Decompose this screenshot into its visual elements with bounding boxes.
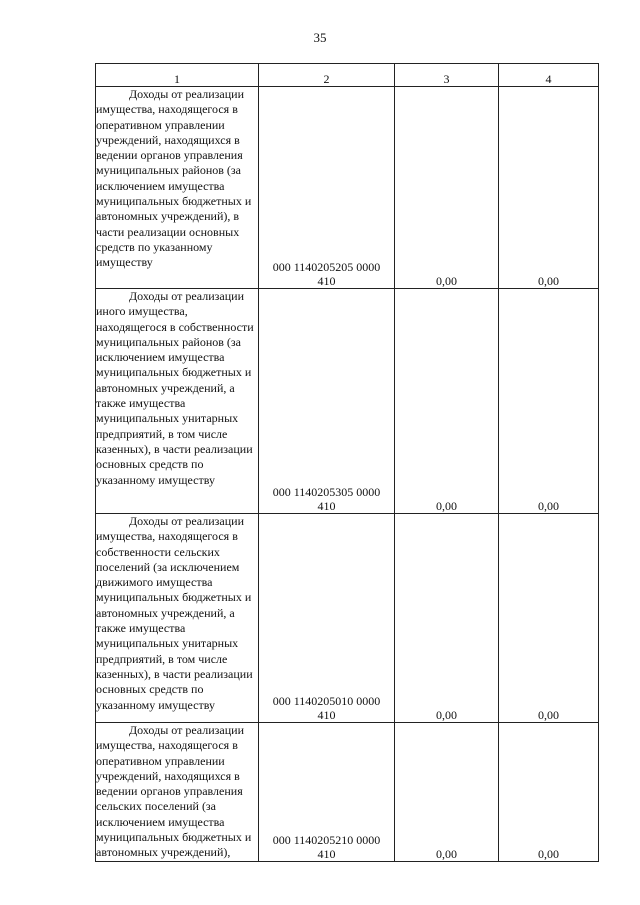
- row-amount-col4: 0,00: [499, 289, 599, 514]
- row-description: Доходы от реализации имущества, находящегося в собственности сельских поселений (за исключением движимого имущества муниципальных бюджетных и автономных учреждений, а также имущества муниципальных унитарных предприятий, в том числе казенных), в части реализации основных средств по указанному имуществу: [96, 514, 259, 723]
- row-amount-col3: 0,00: [395, 514, 499, 723]
- table-row: [96, 87, 599, 289]
- row-amount-col4: 0,00: [499, 723, 599, 862]
- row-code: [259, 514, 395, 723]
- row-description: Доходы от реализации имущества, находящегося в оперативном управлении учреждений, находящихся в ведении органов управления муниципальных районов (за исключением имущества муниципальных бюджетных и автономных учреждений), в части реализации основных средств по указанному имуществу: [96, 87, 259, 289]
- row-code-line-1: 000 1140205305 0000: [272, 485, 381, 499]
- column-header-4: 4: [499, 64, 599, 87]
- page-number: 35: [313, 30, 327, 45]
- column-header-2: 2: [259, 64, 395, 87]
- row-code: [259, 289, 395, 514]
- row-code: [259, 87, 395, 289]
- row-code: [259, 723, 395, 862]
- table-row: [96, 289, 599, 514]
- row-description: Доходы от реализации имущества, находящегося в оперативном управлении учреждений, находящихся в ведении органов управления сельских поселений (за исключением имущества муниципальных бюджетных и автономных учреждений),: [96, 723, 259, 862]
- row-code-line-2: 410: [317, 274, 336, 288]
- row-code-line-2: 410: [317, 499, 336, 513]
- revenue-table: [95, 63, 599, 862]
- row-amount-col3: 0,00: [395, 289, 499, 514]
- row-amount-col3: 0,00: [395, 723, 499, 862]
- row-amount-col4: 0,00: [499, 87, 599, 289]
- column-header-3: 3: [395, 64, 499, 87]
- row-code-line-1: 000 1140205205 0000: [272, 260, 381, 274]
- row-code-line-2: 410: [317, 708, 336, 722]
- row-code-line-2: 410: [317, 846, 336, 861]
- row-code-line-1: 000 1140205010 0000: [272, 694, 381, 708]
- row-description: Доходы от реализации иного имущества, находящегося в собственности муниципальных районов (за исключением имущества муниципальных бюджетных и автономных учреждений, а также имущества муниципальных унитарных предприятий, в том числе казенных), в части реализации основных средств по указанному имуществу: [96, 289, 259, 514]
- row-amount-col3: 0,00: [395, 87, 499, 289]
- row-amount-col4: 0,00: [499, 514, 599, 723]
- table-row: [96, 723, 599, 862]
- column-header-1: 1: [96, 64, 259, 87]
- table-header-row: [96, 64, 599, 87]
- row-code-line-1: 000 1140205210 0000: [272, 832, 381, 847]
- table-row: [96, 514, 599, 723]
